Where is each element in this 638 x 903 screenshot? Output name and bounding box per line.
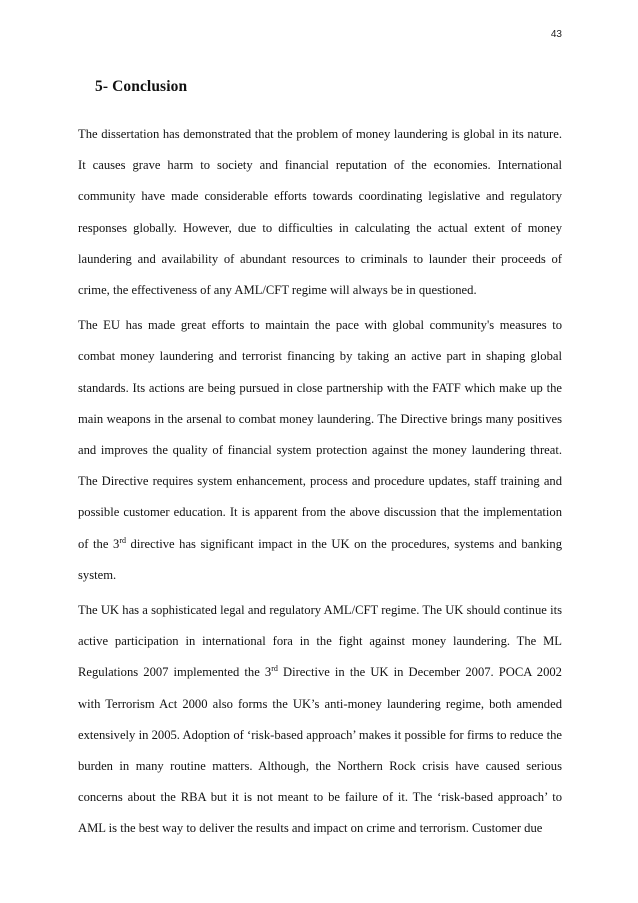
paragraph-3-text-a: The UK has a sophisticated legal and regulatory AML/CFT regime. The UK should continue its active participation in international fora in the fight against money laundering. The ML Regulations 2007 implemented the 3 xyxy=(78,603,562,680)
paragraph-2-text-a: The EU has made great efforts to maintain the pace with global community's measures to combat money laundering and terrorist financing by taking an active part in shaping global standards. Its actions are being pursued in close partnership with the FATF which make up the main weapons in the arsenal to combat money laundering. The Directive brings many positives and improves the quality of financial system protection against the money laundering threat. The Directive requires system enhancement, process and procedure updates, staff training and possible customer education. It is apparent from the above discussion that the implementation of the 3 xyxy=(78,318,562,551)
paragraph-3-text-b: Directive in the UK in December 2007. POCA 2002 with Terrorism Act 2000 also forms the UK’s anti-money laundering regime, both amended extensively in 2005. Adoption of ‘risk-based approach’ makes it possible for firms to reduce the burden in many routine matters. Although, the Northern Rock crisis have caused serious concerns about the RBA but it is not meant to be failure of it. The ‘risk-based approach’ to AML is the best way to deliver the results and impact on crime and terrorism. Customer due xyxy=(78,665,562,836)
page-number: 43 xyxy=(550,29,562,40)
paragraph-3 xyxy=(78,595,562,845)
body-text xyxy=(78,119,562,849)
paragraph-2-text-b: directive has significant impact in the UK on the procedures, systems and banking system. xyxy=(78,536,562,582)
paragraph-2 xyxy=(78,310,562,591)
paragraph-2-superscript: rd xyxy=(119,535,126,545)
section-heading: 5- Conclusion xyxy=(95,78,188,95)
paragraph-1: The dissertation has demonstrated that the problem of money laundering is global in its nature. It causes grave harm to society and financial reputation of the economies. International community have made considerable efforts towards coordinating legislative and regulatory responses globally. However, due to difficulties in calculating the actual extent of money laundering and availability of abundant resources to criminals to launder their proceeds of crime, the effectiveness of any AML/CFT regime will always be in questioned. xyxy=(78,127,562,298)
paragraph-3-superscript: rd xyxy=(271,664,278,674)
